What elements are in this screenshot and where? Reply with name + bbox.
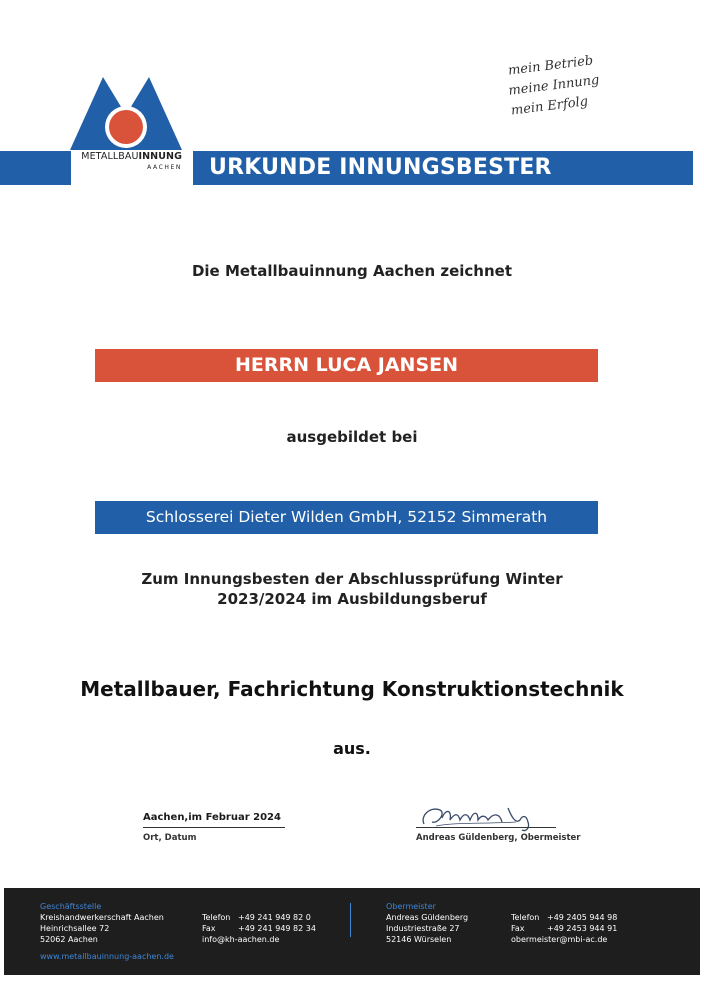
trained-at-label: ausgebildet bei <box>286 428 418 446</box>
master-contact <box>511 912 617 945</box>
signatory-label: Andreas Güldenberg, Obermeister <box>416 833 581 843</box>
footer <box>4 888 700 975</box>
footer-divider <box>350 903 351 937</box>
header-accent-bar <box>0 151 71 185</box>
place-date: Aachen,im Februar 2024 <box>143 812 281 823</box>
place-date-label: Ort, Datum <box>143 833 197 843</box>
recipient-name: HERRN LUCA JANSEN <box>95 349 598 382</box>
master-heading: Obermeister <box>386 902 436 911</box>
signature-line <box>416 827 556 828</box>
company-name: Schlosserei Dieter Wilden GmbH, 52152 Simmerath <box>95 501 598 534</box>
office-phone: +49 241 949 82 0 <box>238 913 311 922</box>
office-email-link[interactable]: info@kh-aachen.de <box>202 935 280 944</box>
description-line: 2023/2024 im Ausbildungsberuf <box>217 590 487 608</box>
master-city: 52146 Würselen <box>386 935 452 944</box>
office-org: Kreishandwerkerschaft Aachen <box>40 913 164 922</box>
master-street: Industriestraße 27 <box>386 924 460 933</box>
office-fax: +49 241 949 82 34 <box>238 924 316 933</box>
office-address <box>40 912 164 945</box>
certificate-title: URKUNDE INNUNGSBESTER <box>193 151 693 185</box>
logo-mark-icon <box>70 75 182 150</box>
logo-city: AACHEN <box>147 164 182 171</box>
logo-wordmark: METALLBAUINNUNG <box>81 151 182 162</box>
award-description <box>0 569 704 609</box>
master-email-link[interactable]: obermeister@mbi-ac.de <box>511 935 608 944</box>
phone-label: Telefon <box>511 913 540 922</box>
master-fax: +49 2453 944 91 <box>547 924 618 933</box>
closing-word: aus. <box>333 739 371 758</box>
place-date-line <box>143 827 285 828</box>
master-address <box>386 912 468 945</box>
slogan-line: mein Erfolg <box>510 94 589 119</box>
office-heading: Geschäftsstelle <box>40 902 102 911</box>
office-contact <box>202 912 316 945</box>
office-website-link[interactable]: www.metallbauinnung-aachen.de <box>40 952 174 961</box>
profession-title: Metallbauer, Fachrichtung Konstruktionstechnik <box>80 677 624 701</box>
master-name: Andreas Güldenberg <box>386 913 469 922</box>
office-street: Heinrichsallee 72 <box>40 924 110 933</box>
fax-label: Fax <box>202 924 216 933</box>
intro-text: Die Metallbauinnung Aachen zeichnet <box>191 262 513 280</box>
handwritten-signature <box>416 798 556 834</box>
office-city: 52062 Aachen <box>40 935 98 944</box>
master-phone: +49 2405 944 98 <box>547 913 618 922</box>
phone-label: Telefon <box>202 913 231 922</box>
slogan <box>505 45 651 122</box>
slogan-line: mein Betrieb <box>507 53 594 79</box>
innung-logo <box>70 75 192 190</box>
slogan-line: meine Innung <box>507 72 601 99</box>
fax-label: Fax <box>511 924 525 933</box>
description-line: Zum Innungsbesten der Abschlussprüfung Winter <box>141 570 563 588</box>
